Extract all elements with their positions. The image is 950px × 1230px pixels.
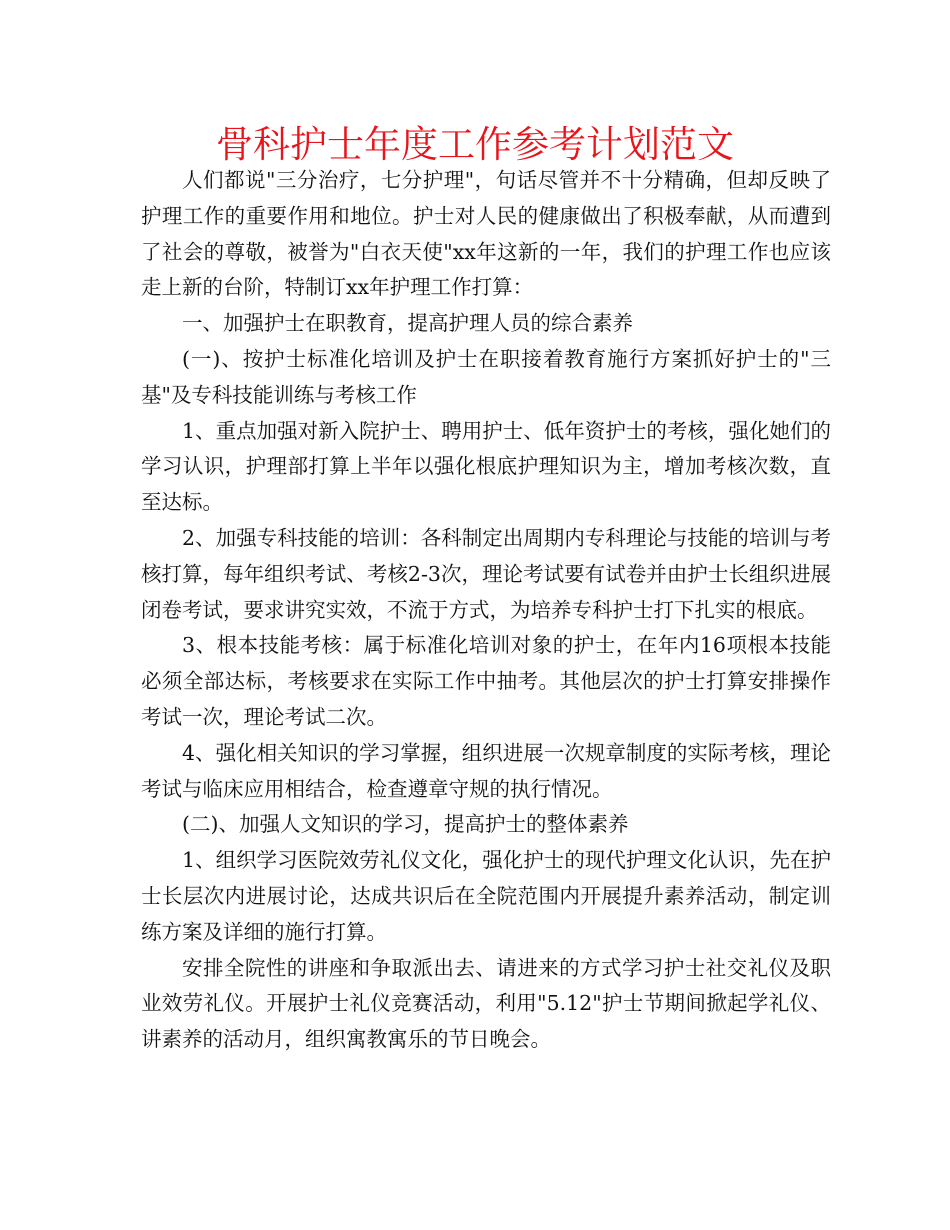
- paragraph-etiquette: 安排全院性的讲座和争取派出去、请进来的方式学习护士社交礼仪及职业效劳礼仪。开展护士礼仪竞赛活动，利用"5.12"护士节期间掀起学礼仪、讲素养的活动月，组织寓教寓乐的节日晚会。: [141, 955, 831, 1052]
- document-body: [141, 163, 831, 1058]
- document-title: 骨科护士年度工作参考计划范文: [216, 123, 734, 166]
- section-heading-1: 一、加强护士在职教育，提高护理人员的综合素养: [182, 311, 633, 336]
- list-item: 4、强化相关知识的学习掌握，组织进展一次规章制度的实际考核，理论考试与临床应用相结合，检查遵章守规的执行情况。: [141, 740, 831, 801]
- list-item: 3、根本技能考核：属于标准化培训对象的护士，在年内16项根本技能必须全部达标，考核要求在实际工作中抽考。其他层次的护士打算安排操作考试一次，理论考试二次。: [141, 633, 831, 729]
- subsection-heading-1: (一)、按护士标准化培训及护士在职接着教育施行方案抓好护士的"三基"及专科技能训练与考核工作: [141, 346, 831, 407]
- list-item: 1、组织学习医院效劳礼仪文化，强化护士的现代护理文化认识，先在护士长层次内进展讨论，达成共识后在全院范围内开展提升素养活动，制定训练方案及详细的施行打算。: [141, 848, 831, 944]
- list-item: 2、加强专科技能的培训：各科制定出周期内专科理论与技能的培训与考核打算，每年组织考试、考核2-3次，理论考试要有试卷并由护士长组织进展闭卷考试，要求讲究实效，不流于方式，为培养专科护士打下扎实的根底。: [141, 525, 831, 622]
- subsection-heading-2: (二)、加强人文知识的学习，提高护士的整体素养: [182, 812, 629, 837]
- list-item: 1、重点加强对新入院护士、聘用护士、低年资护士的考核，强化她们的学习认识，护理部打算上半年以强化根底护理知识为主，增加考核次数，直至达标。: [141, 418, 831, 515]
- paragraph-intro: 人们都说"三分治疗，七分护理"，句话尽管并不十分精确，但却反映了护理工作的重要作用和地位。护士对人民的健康做出了积极奉献，从而遭到了社会的尊敬，被誉为"白衣天使"xx年这新的一年，我们的护理工作也应该走上新的台阶，特制订xx年护理工作打算：: [141, 168, 831, 300]
